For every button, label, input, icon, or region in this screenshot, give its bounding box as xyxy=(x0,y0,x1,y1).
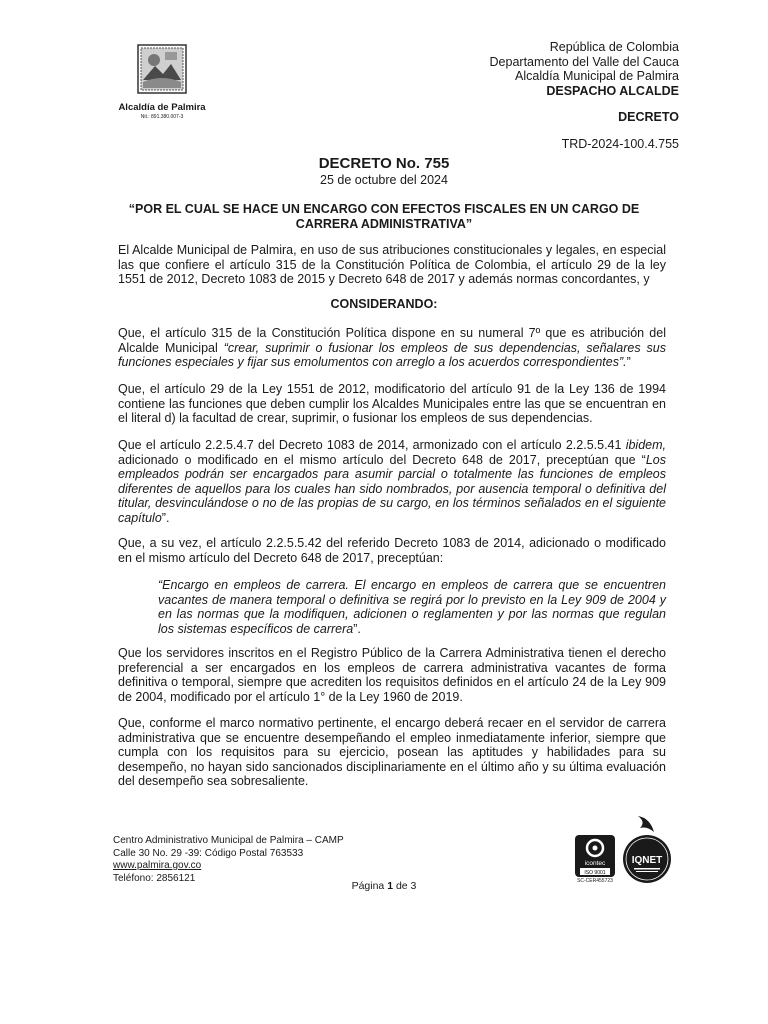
issuer-header xyxy=(490,40,679,98)
decree-title: DECRETO No. 755 xyxy=(318,155,450,172)
icontec-standard: ISO 9001 xyxy=(584,870,606,876)
quoted-text: Los empleados podrán ser encargados para asumir parcial o totalmente las funciones de empleos diferentes de aquellos para los cuales han sido nombrados, por ausencia temporal o definitiva del titular, desvinculándose o no de las propias de su cargo, en los términos señalados en el siguiente capítulo xyxy=(118,452,666,525)
page-current: 1 xyxy=(387,880,394,892)
trd-code: TRD-2024-100.4.755 xyxy=(561,137,679,151)
icontec-code: SC-CER455723 xyxy=(577,878,613,884)
document-type: DECRETO xyxy=(618,110,679,124)
icontec-certification-icon xyxy=(574,834,616,878)
whereas-paragraph-3 xyxy=(118,438,666,525)
quoted-text: “Encargo en empleos de carrera. El encargo en empleos de carrera que se encuentren vacantes de manera temporal o definitiva se regirá por lo previsto en la Ley 909 de 2004 y en las normas que la modifiquen, adicionen o reglamenten y por las normas que regulan los sistemas específicos de carrera xyxy=(158,578,666,636)
decree-date: 25 de octubre del 2024 xyxy=(320,173,448,187)
footer-line-2: Calle 30 No. 29 -39: Código Postal 763533 xyxy=(113,847,304,859)
footer-address xyxy=(113,835,344,885)
page-suffix: de 3 xyxy=(393,880,417,892)
municipal-logo xyxy=(112,42,212,120)
coat-of-arms-icon xyxy=(135,42,189,96)
footer-phone: Teléfono: 2856121 xyxy=(113,872,196,884)
header-line-office: DESPACHO ALCALDE xyxy=(546,83,679,98)
whereas-paragraph-4: Que, a su vez, el artículo 2.2.5.5.42 del referido Decreto 1083 de 2014, adicionado o modificado en el mismo artículo del Decreto 648 de 2017, preceptúan: xyxy=(118,536,666,565)
paragraph-text: Que el artículo 2.2.5.4.7 del Decreto 1083 de 2014, armonizado con el artículo 2.2.5.5.41 xyxy=(118,438,626,452)
paragraph-text: ”. xyxy=(161,510,170,525)
header-line-municipality: Alcaldía Municipal de Palmira xyxy=(515,69,679,83)
website-link[interactable]: www.palmira.gov.co xyxy=(113,860,202,871)
whereas-paragraph-1 xyxy=(118,326,666,370)
decree-subject: “POR EL CUAL SE HACE UN ENCARGO CON EFECTOS FISCALES EN UN CARGO DE CARRERA ADMINISTRATIVA” xyxy=(128,202,640,231)
logo-name: Alcaldía de Palmira xyxy=(118,102,206,113)
italic-text: ibidem, xyxy=(625,438,666,452)
whereas-paragraph-2: Que, el artículo 29 de la Ley 1551 de 2012, modificatorio del artículo 91 de la Ley 136 de 1994 contiene las funciones que deben cumplir los Alcaldes Municipales entre las que se encuentran en el literal d) la facultad de crear, suprimir, o fusionar los empleos de sus dependencias. xyxy=(118,382,666,425)
considerando-heading: CONSIDERANDO: xyxy=(330,297,438,311)
whereas-paragraph-6: Que, conforme el marco normativo pertinente, el encargo deberá recaer en el servidor de carrera administrativa que se encuentre desempeñando el empleo inmediatamente inferior, siempre que cumpla con los requisitos para su ejercicio, posean las aptitudes y habilidades para su desempeño, no hayan sido sancionados disciplinariamente en el último año y su última evaluación del desempeño sea sobresaliente. xyxy=(118,716,666,788)
icontec-name: icontec xyxy=(584,860,606,867)
whereas-paragraph-5: Que los servidores inscritos en el Registro Público de la Carrera Administrativa tienen el derecho preferencial a ser encargados en los empleos de carrera administrativa vacantes de forma definitiva o temporal, siempre que acrediten los requisitos definidos en el artículo 24 de la Ley 909 de 2004, modificado por el artículo 1° de la Ley 1960 de 2019. xyxy=(118,646,666,704)
paragraph-text: adicionado o modificado en el mismo artículo del Decreto 648 de 2017, preceptúan que “ xyxy=(118,452,646,467)
header-line-country: República de Colombia xyxy=(549,40,679,54)
logo-nit: Nit.: 891.380.007-3 xyxy=(140,114,184,120)
paragraph-text: Que, el artículo 315 de la Constitución Política dispone en su numeral 7º que es atribución del Alcalde Municipal xyxy=(118,326,666,355)
quote-end: ”. xyxy=(353,621,361,636)
quoted-text: “crear, suprimir o fusionar los empleos de sus dependencias, señalares sus funciones especiales y fijar sus emolumentos con arreglo a los acuerdos correspondientes”. xyxy=(118,340,667,369)
footer-line-1: Centro Administrativo Municipal de Palmira – CAMP xyxy=(113,835,344,846)
iqnet-name: IQNET xyxy=(631,855,663,866)
page-prefix: Página xyxy=(351,880,388,892)
intro-paragraph: El Alcalde Municipal de Palmira, en uso de sus atribuciones constitucionales y legales, en especial las que confiere el artículo 315 de la Constitución Política de Colombia, el artículo 29 de la ley 1551 de 2012, Decreto 1083 de 2015 y Decreto 648 de 2017 y además normas concordantes, y xyxy=(118,243,666,286)
paragraph-text: ” xyxy=(626,355,631,369)
header-line-department: Departamento del Valle del Cauca xyxy=(489,54,679,69)
iqnet-certification-icon xyxy=(620,812,674,886)
block-quote xyxy=(158,578,666,636)
